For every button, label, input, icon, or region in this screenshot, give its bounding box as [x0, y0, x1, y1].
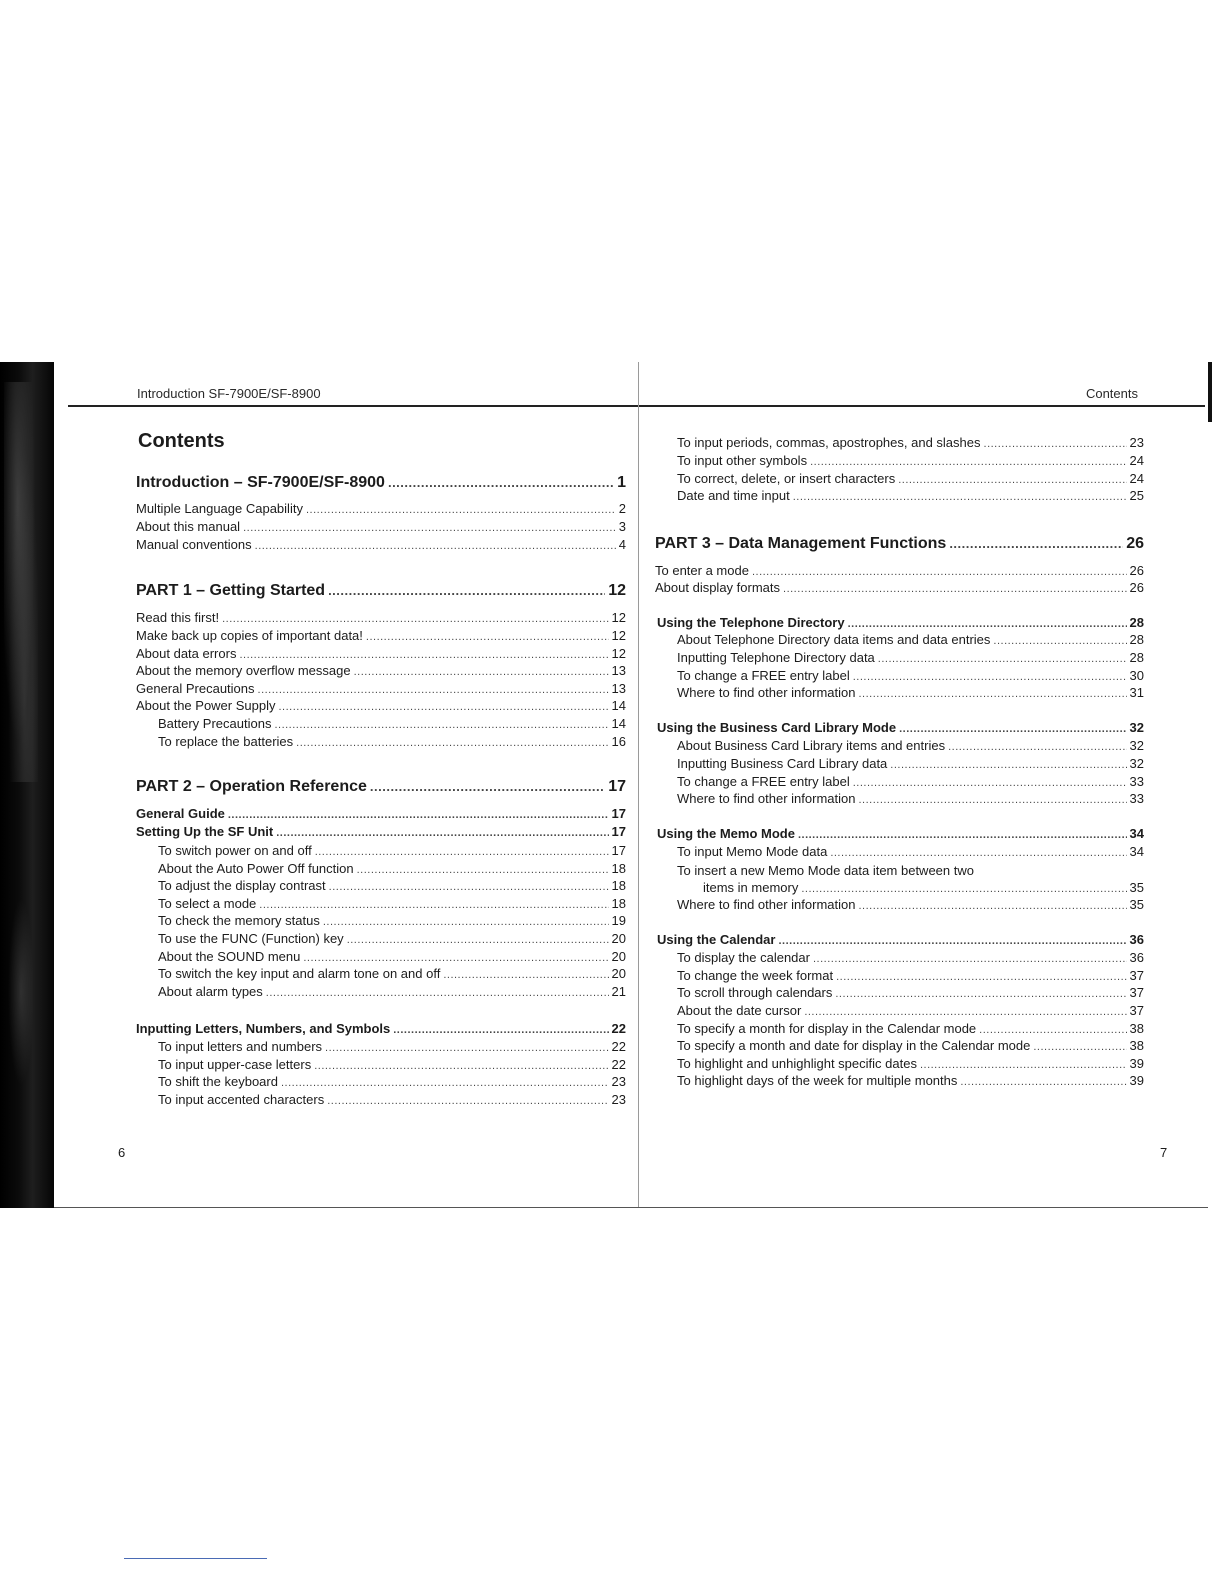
- toc-part-heading: [655, 535, 1144, 553]
- toc-entry-label: About the date cursor: [677, 1003, 802, 1018]
- dot-leader: [366, 631, 609, 643]
- toc-entry-page: 35: [1129, 880, 1144, 895]
- toc-section-heading: [136, 1021, 626, 1036]
- toc-entry-page: 20: [611, 931, 626, 946]
- toc-entry-label: Read this first!: [136, 610, 220, 625]
- dot-leader: [793, 491, 1127, 503]
- toc-entry-label: Date and time input: [677, 488, 790, 503]
- toc-entry-page: 28: [1129, 650, 1144, 665]
- toc-entry-label: Manual conventions: [136, 537, 252, 552]
- dot-leader: [323, 916, 609, 928]
- toc-entry-page: 39: [1129, 1073, 1144, 1088]
- toc-entry-page: 26: [1126, 535, 1144, 552]
- dot-leader: [979, 1024, 1126, 1036]
- toc-entry-label: Inputting Letters, Numbers, and Symbols: [136, 1021, 391, 1036]
- dot-leader: [858, 900, 1126, 912]
- toc-entry: [677, 650, 1144, 665]
- toc-entry: [677, 1056, 1144, 1071]
- toc-entry-label: To scroll through calendars: [677, 985, 833, 1000]
- toc-entry: [136, 519, 626, 534]
- toc-entry: [677, 863, 1144, 878]
- toc-entry-page: 35: [1129, 897, 1144, 912]
- toc-entry-page: 18: [611, 861, 626, 876]
- toc-entry-label: About Telephone Directory data items and data entries: [677, 632, 991, 647]
- toc-entry: [677, 1073, 1144, 1088]
- toc-entry-label: Inputting Telephone Directory data: [677, 650, 875, 665]
- dot-leader: [325, 1042, 608, 1054]
- toc-entry-label: Using the Telephone Directory: [657, 615, 845, 630]
- toc-entry-page: 32: [1129, 756, 1144, 771]
- toc-entry: [158, 1039, 626, 1054]
- toc-entry-label: To replace the batteries: [158, 734, 294, 749]
- dot-leader: [296, 737, 608, 749]
- toc-part-heading: [136, 778, 626, 796]
- toc-entry-label: To input periods, commas, apostrophes, and slashes: [677, 435, 981, 450]
- page-number-left: 6: [118, 1145, 126, 1160]
- toc-entry: [677, 471, 1144, 486]
- toc-entry: [158, 1074, 626, 1089]
- toc-entry-page: 13: [611, 663, 626, 678]
- toc-entry-label: About the SOUND menu: [158, 949, 301, 964]
- toc-entry-label: Using the Memo Mode: [657, 826, 795, 841]
- toc-entry-label: To check the memory status: [158, 913, 320, 928]
- toc-entry-page: 12: [608, 582, 626, 599]
- toc-entry-label: To correct, delete, or insert characters: [677, 471, 896, 486]
- toc-entry-page: 33: [1129, 774, 1144, 789]
- toc-entry: [158, 716, 626, 731]
- toc-entry: [158, 913, 626, 928]
- dot-leader: [858, 794, 1126, 806]
- toc-entry-label: To specify a month and date for display in the Calendar mode: [677, 1038, 1031, 1053]
- toc-entry-label: To shift the keyboard: [158, 1074, 278, 1089]
- toc-entry-page: 32: [1129, 720, 1144, 735]
- toc-entry: [677, 668, 1144, 683]
- toc-entry: [677, 756, 1144, 771]
- dot-leader: [836, 971, 1126, 983]
- toc-entry-label: To change a FREE entry label: [677, 774, 850, 789]
- dot-leader: [1033, 1041, 1126, 1053]
- dot-leader: [949, 536, 1123, 551]
- toc-entry: [677, 1003, 1144, 1018]
- toc-entry: [136, 501, 626, 516]
- dot-leader: [276, 827, 608, 839]
- toc-entry-label: To change a FREE entry label: [677, 668, 850, 683]
- dot-leader: [327, 1095, 608, 1107]
- dot-leader: [890, 759, 1126, 771]
- toc-entry: [677, 632, 1144, 647]
- toc-entry-label: To enter a mode: [655, 563, 749, 578]
- toc-section-heading: [136, 806, 626, 821]
- toc-entry: [677, 985, 1144, 1000]
- dot-leader: [281, 1077, 609, 1089]
- toc-entry-page: 38: [1129, 1038, 1144, 1053]
- toc-entry: [677, 488, 1144, 503]
- toc-entry-page: 17: [611, 824, 626, 839]
- toc-entry: [677, 774, 1144, 789]
- dot-leader: [303, 952, 608, 964]
- toc-entry-page: 22: [611, 1021, 626, 1036]
- toc-entry-page: 25: [1129, 488, 1144, 503]
- toc-entry-page: 1: [617, 474, 626, 491]
- toc-entry-label: To input upper-case letters: [158, 1057, 312, 1072]
- contents-title: Contents: [138, 430, 225, 452]
- toc-entry: [158, 734, 626, 749]
- scan-binding-shadow: [0, 362, 54, 1208]
- toc-entry: [136, 698, 626, 713]
- toc-entry: [136, 628, 626, 643]
- toc-entry: [136, 610, 626, 625]
- toc-entry-label: To input accented characters: [158, 1092, 325, 1107]
- dot-leader: [239, 649, 608, 661]
- toc-entry-page: 32: [1129, 738, 1144, 753]
- toc-entry-label: To highlight and unhighlight specific dates: [677, 1056, 917, 1071]
- dot-leader: [388, 475, 614, 490]
- dot-leader: [835, 988, 1126, 1000]
- toc-entry-page: 19: [611, 913, 626, 928]
- dot-leader: [266, 987, 609, 999]
- toc-entry-label: Make back up copies of important data!: [136, 628, 363, 643]
- toc-section-heading: [136, 824, 626, 839]
- dot-leader: [813, 953, 1127, 965]
- toc-entry-page: 23: [1129, 435, 1144, 450]
- dot-leader: [853, 777, 1127, 789]
- toc-entry-label: Inputting Business Card Library data: [677, 756, 888, 771]
- header-rule-left: [68, 405, 638, 407]
- toc-entry-page: 18: [611, 896, 626, 911]
- dot-leader: [858, 688, 1126, 700]
- dot-leader: [259, 899, 608, 911]
- dot-leader: [443, 969, 608, 981]
- toc-entry: [136, 646, 626, 661]
- toc-entry-page: 17: [611, 843, 626, 858]
- dot-leader: [810, 456, 1126, 468]
- toc-entry: [158, 878, 626, 893]
- toc-entry-label: Where to find other information: [677, 897, 856, 912]
- toc-entry-label: PART 3 – Data Management Functions: [655, 535, 947, 552]
- toc-entry-page: 23: [611, 1074, 626, 1089]
- dot-leader: [783, 583, 1127, 595]
- toc-entry-label: To input other symbols: [677, 453, 808, 468]
- toc-entry: [677, 435, 1144, 450]
- toc-section-heading: [657, 932, 1144, 947]
- dot-leader: [853, 671, 1127, 683]
- toc-entry-label: items in memory: [703, 880, 799, 895]
- dot-leader: [274, 719, 608, 731]
- running-header-right: Contents: [1085, 386, 1138, 401]
- dot-leader: [804, 1006, 1126, 1018]
- toc-entry: [655, 580, 1144, 595]
- toc-entry-page: 26: [1129, 580, 1144, 595]
- dot-leader: [222, 613, 608, 625]
- toc-entry-label: To insert a new Memo Mode data item between two: [677, 863, 974, 878]
- toc-entry-label: About the Power Supply: [136, 698, 276, 713]
- toc-entry: [158, 843, 626, 858]
- dot-leader: [948, 741, 1126, 753]
- dot-leader: [899, 723, 1126, 735]
- toc-entry-label: To adjust the display contrast: [158, 878, 326, 893]
- toc-entry-label: To switch the key input and alarm tone on and off: [158, 966, 441, 981]
- dot-leader: [357, 864, 609, 876]
- dot-leader: [329, 881, 609, 893]
- toc-entry: [677, 844, 1144, 859]
- dot-leader: [370, 779, 605, 794]
- toc-entry-page: 20: [611, 966, 626, 981]
- dot-leader: [243, 522, 616, 534]
- toc-entry-label: PART 2 – Operation Reference: [136, 778, 367, 795]
- toc-entry: [677, 968, 1144, 983]
- toc-entry-page: 38: [1129, 1021, 1144, 1036]
- toc-entry-page: 31: [1129, 685, 1144, 700]
- toc-entry-label: About the Auto Power Off function: [158, 861, 354, 876]
- toc-entry-label: About display formats: [655, 580, 781, 595]
- dot-leader: [354, 666, 609, 678]
- toc-entry-page: 37: [1129, 985, 1144, 1000]
- toc-part-heading: [136, 582, 626, 600]
- toc-entry-page: 37: [1129, 1003, 1144, 1018]
- toc-entry-page: 21: [611, 984, 626, 999]
- toc-entry-label: To switch power on and off: [158, 843, 312, 858]
- toc-entry-page: 24: [1129, 471, 1144, 486]
- toc-entry-page: 34: [1129, 844, 1144, 859]
- toc-entry-label: About the memory overflow message: [136, 663, 351, 678]
- toc-entry-label: To select a mode: [158, 896, 257, 911]
- dot-leader: [278, 701, 608, 713]
- toc-section-heading: [657, 720, 1144, 735]
- toc-entry-page: 28: [1129, 632, 1144, 647]
- dot-leader: [258, 684, 609, 696]
- toc-entry-label: PART 1 – Getting Started: [136, 582, 326, 599]
- toc-entry-label: General Guide: [136, 806, 225, 821]
- page-number-right: 7: [1160, 1145, 1168, 1160]
- toc-entry-page: 16: [611, 734, 626, 749]
- dot-leader: [984, 438, 1127, 450]
- toc-entry: [677, 1038, 1144, 1053]
- toc-entry-page: 30: [1129, 668, 1144, 683]
- toc-entry-label: About data errors: [136, 646, 237, 661]
- toc-entry-page: 39: [1129, 1056, 1144, 1071]
- dot-leader: [993, 635, 1126, 647]
- toc-entry-page: 20: [611, 949, 626, 964]
- dot-leader: [898, 474, 1126, 486]
- toc-entry-label: To specify a month for display in the Calendar mode: [677, 1021, 977, 1036]
- running-header-left: Introduction SF-7900E/SF-8900: [137, 386, 321, 401]
- toc-entry: [158, 949, 626, 964]
- toc-entry-label: To input letters and numbers: [158, 1039, 323, 1054]
- toc-entry-page: 24: [1129, 453, 1144, 468]
- toc-entry-page: 18: [611, 878, 626, 893]
- toc-entry-page: 3: [618, 519, 626, 534]
- toc-entry: [158, 966, 626, 981]
- toc-entry-label: About Business Card Library items and entries: [677, 738, 946, 753]
- toc-entry-page: 2: [618, 501, 626, 516]
- toc-entry: [136, 537, 626, 552]
- toc-entry-label: Multiple Language Capability: [136, 501, 303, 516]
- dot-leader: [830, 847, 1126, 859]
- toc-section-heading: [657, 615, 1144, 630]
- toc-entry-page: 36: [1129, 932, 1144, 947]
- toc-entry-page: 13: [611, 681, 626, 696]
- toc-entry-page: 22: [611, 1039, 626, 1054]
- toc-entry-page: 4: [618, 537, 626, 552]
- dot-leader: [347, 934, 609, 946]
- toc-entry-label: Battery Precautions: [158, 716, 272, 731]
- scan-artifact-line: [124, 1558, 267, 1559]
- toc-entry-page: 33: [1129, 791, 1144, 806]
- toc-entry-label: To display the calendar: [677, 950, 810, 965]
- toc-entry-label: About this manual: [136, 519, 241, 534]
- dot-leader: [306, 504, 616, 516]
- toc-entry-label: Using the Business Card Library Mode: [657, 720, 897, 735]
- toc-entry: [158, 931, 626, 946]
- toc-entry-page: 17: [611, 806, 626, 821]
- toc-entry-page: 37: [1129, 968, 1144, 983]
- dot-leader: [878, 653, 1127, 665]
- toc-entry-label: Using the Calendar: [657, 932, 776, 947]
- toc-entry-label: To change the week format: [677, 968, 834, 983]
- toc-entry: [677, 738, 1144, 753]
- toc-entry-page: 14: [611, 716, 626, 731]
- toc-entry-page: 28: [1129, 615, 1144, 630]
- toc-entry-page: 36: [1129, 950, 1144, 965]
- dot-leader: [798, 829, 1127, 841]
- dot-leader: [778, 935, 1126, 947]
- dot-leader: [328, 583, 605, 598]
- toc-entry: [158, 1057, 626, 1072]
- dot-leader: [314, 1060, 608, 1072]
- toc-entry-label: Where to find other information: [677, 791, 856, 806]
- toc-part-heading: [136, 474, 626, 492]
- toc-entry-label: About alarm types: [158, 984, 263, 999]
- dot-leader: [960, 1076, 1126, 1088]
- dot-leader: [228, 809, 609, 821]
- left-page: [54, 362, 638, 1208]
- toc-entry-page: 12: [611, 646, 626, 661]
- toc-entry-label: Setting Up the SF Unit: [136, 824, 274, 839]
- toc-entry-page: 22: [611, 1057, 626, 1072]
- toc-section-heading: [657, 826, 1144, 841]
- toc-entry: [136, 663, 626, 678]
- toc-entry: [136, 681, 626, 696]
- toc-entry-page: 14: [611, 698, 626, 713]
- toc-entry: [655, 563, 1144, 578]
- dot-leader: [255, 540, 616, 552]
- toc-entry: [677, 897, 1144, 912]
- toc-entry-label: General Precautions: [136, 681, 255, 696]
- toc-entry-page: 34: [1129, 826, 1144, 841]
- toc-entry-label: To use the FUNC (Function) key: [158, 931, 344, 946]
- dot-leader: [801, 883, 1126, 895]
- dot-leader: [920, 1059, 1127, 1071]
- toc-entry: [677, 453, 1144, 468]
- toc-entry-page: 26: [1129, 563, 1144, 578]
- dot-leader: [315, 846, 609, 858]
- toc-entry-page: 17: [608, 778, 626, 795]
- dot-leader: [848, 618, 1127, 630]
- toc-entry-label: Introduction – SF-7900E/SF-8900: [136, 474, 385, 491]
- toc-entry: [158, 1092, 626, 1107]
- toc-entry-label: To highlight days of the week for multiple months: [677, 1073, 958, 1088]
- toc-entry: [677, 791, 1144, 806]
- toc-entry-page: 12: [611, 628, 626, 643]
- header-rule-right: [639, 405, 1205, 407]
- toc-entry-page: 12: [611, 610, 626, 625]
- right-page: [639, 362, 1209, 1208]
- toc-entry: [158, 984, 626, 999]
- dot-leader: [393, 1024, 608, 1036]
- dot-leader: [752, 566, 1127, 578]
- toc-entry: [158, 896, 626, 911]
- toc-entry-label: To input Memo Mode data: [677, 844, 828, 859]
- toc-entry: [703, 880, 1144, 895]
- toc-entry: [677, 950, 1144, 965]
- toc-entry: [677, 1021, 1144, 1036]
- toc-entry-page: 23: [611, 1092, 626, 1107]
- toc-entry: [677, 685, 1144, 700]
- toc-entry-label: Where to find other information: [677, 685, 856, 700]
- toc-entry: [158, 861, 626, 876]
